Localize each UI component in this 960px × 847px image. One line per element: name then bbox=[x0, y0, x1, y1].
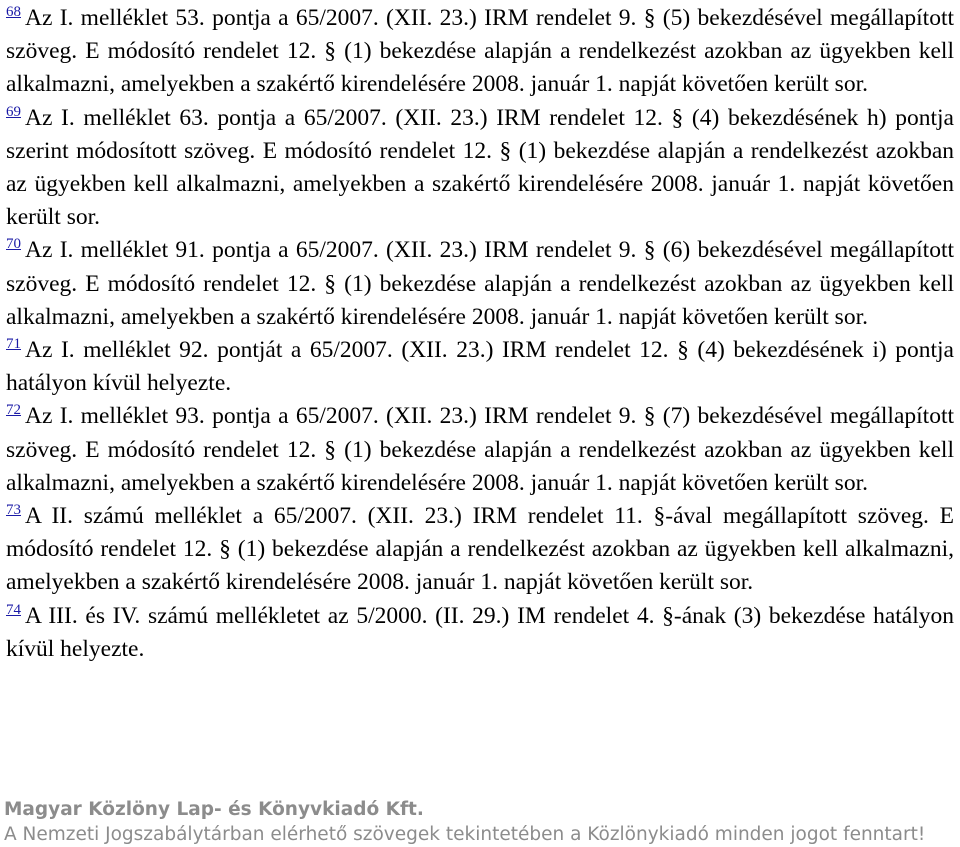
footnote-number-link[interactable]: 71 bbox=[6, 336, 21, 353]
page-footer bbox=[4, 797, 925, 847]
footnote-73 bbox=[6, 500, 954, 600]
footnote-text: Az I. melléklet 93. pontja a 65/2007. (XII. 23.) IRM rendelet 9. § (7) bekezdésével megállapított szöveg. E módosító rendelet 12. § (1) bekezdése alapján a rendelkezést azokban az ügyekben kell alkalmazni, amelyekben a szakértő kirendelésére 2008. január 1. napját követően került sor. bbox=[6, 403, 954, 496]
footnote-number-link[interactable]: 68 bbox=[6, 4, 21, 20]
footnote-68 bbox=[6, 2, 954, 102]
footnote-text: Az I. melléklet 92. pontját a 65/2007. (XII. 23.) IRM rendelet 12. § (4) bekezdésének i) pontja hatályon kívül helyezte. bbox=[6, 337, 954, 397]
footnote-text: Az I. melléklet 63. pontja a 65/2007. (XII. 23.) IRM rendelet 12. § (4) bekezdésének h) pontja szerint módosított szöveg. E módosító rendelet 12. § (1) bekezdése alapján a rendelkezést azokban az ügyekben kell alkalmazni, amelyekben a szakértő kirendelésére 2008. január 1. napját követően került sor. bbox=[6, 104, 954, 231]
footnote-number-link[interactable]: 72 bbox=[6, 402, 21, 419]
footnote-74 bbox=[6, 600, 954, 666]
footnote-70 bbox=[6, 234, 954, 334]
footnote-text: A II. számú melléklet a 65/2007. (XII. 23.) IRM rendelet 11. §-ával megállapított szöveg. E módosító rendelet 12. § (1) bekezdése alapján a rendelkezést azokban az ügyekben kell alkalmazni, amelyekben a szakértő kirendelésére 2008. január 1. napját követően került sor. bbox=[6, 503, 954, 596]
footnotes-container bbox=[6, 0, 954, 666]
footer-publisher: Magyar Közlöny Lap- és Könyvkiadó Kft. bbox=[4, 799, 424, 820]
footnote-number-link[interactable]: 69 bbox=[6, 103, 21, 120]
footnote-69 bbox=[6, 102, 954, 235]
footnote-71 bbox=[6, 334, 954, 400]
footnote-text: Az I. melléklet 53. pontja a 65/2007. (XII. 23.) IRM rendelet 9. § (5) bekezdésével megállapított szöveg. E módosító rendelet 12. § (1) bekezdése alapján a rendelkezést azokban az ügyekben kell alkalmazni, amelyekben a szakértő kirendelésére 2008. január 1. napját követően került sor. bbox=[6, 5, 954, 98]
footer-copyright-notice: A Nemzeti Jogszabálytárban elérhető szövegek tekintetében a Közlönykiadó minden jogot fenntart! bbox=[4, 824, 926, 845]
footnote-number-link[interactable]: 70 bbox=[6, 236, 21, 253]
footnote-text: A III. és IV. számú mellékletet az 5/2000. (II. 29.) IM rendelet 4. §-ának (3) bekezdése hatályon kívül helyezte. bbox=[6, 602, 954, 662]
footnote-number-link[interactable]: 73 bbox=[6, 502, 21, 519]
footnote-number-link[interactable]: 74 bbox=[6, 601, 21, 618]
footnote-text: Az I. melléklet 91. pontja a 65/2007. (XII. 23.) IRM rendelet 9. § (6) bekezdésével megállapított szöveg. E módosító rendelet 12. § (1) bekezdése alapján a rendelkezést azokban az ügyekben kell alkalmazni, amelyekben a szakértő kirendelésére 2008. január 1. napját követően került sor. bbox=[6, 237, 954, 330]
footnote-72 bbox=[6, 400, 954, 500]
